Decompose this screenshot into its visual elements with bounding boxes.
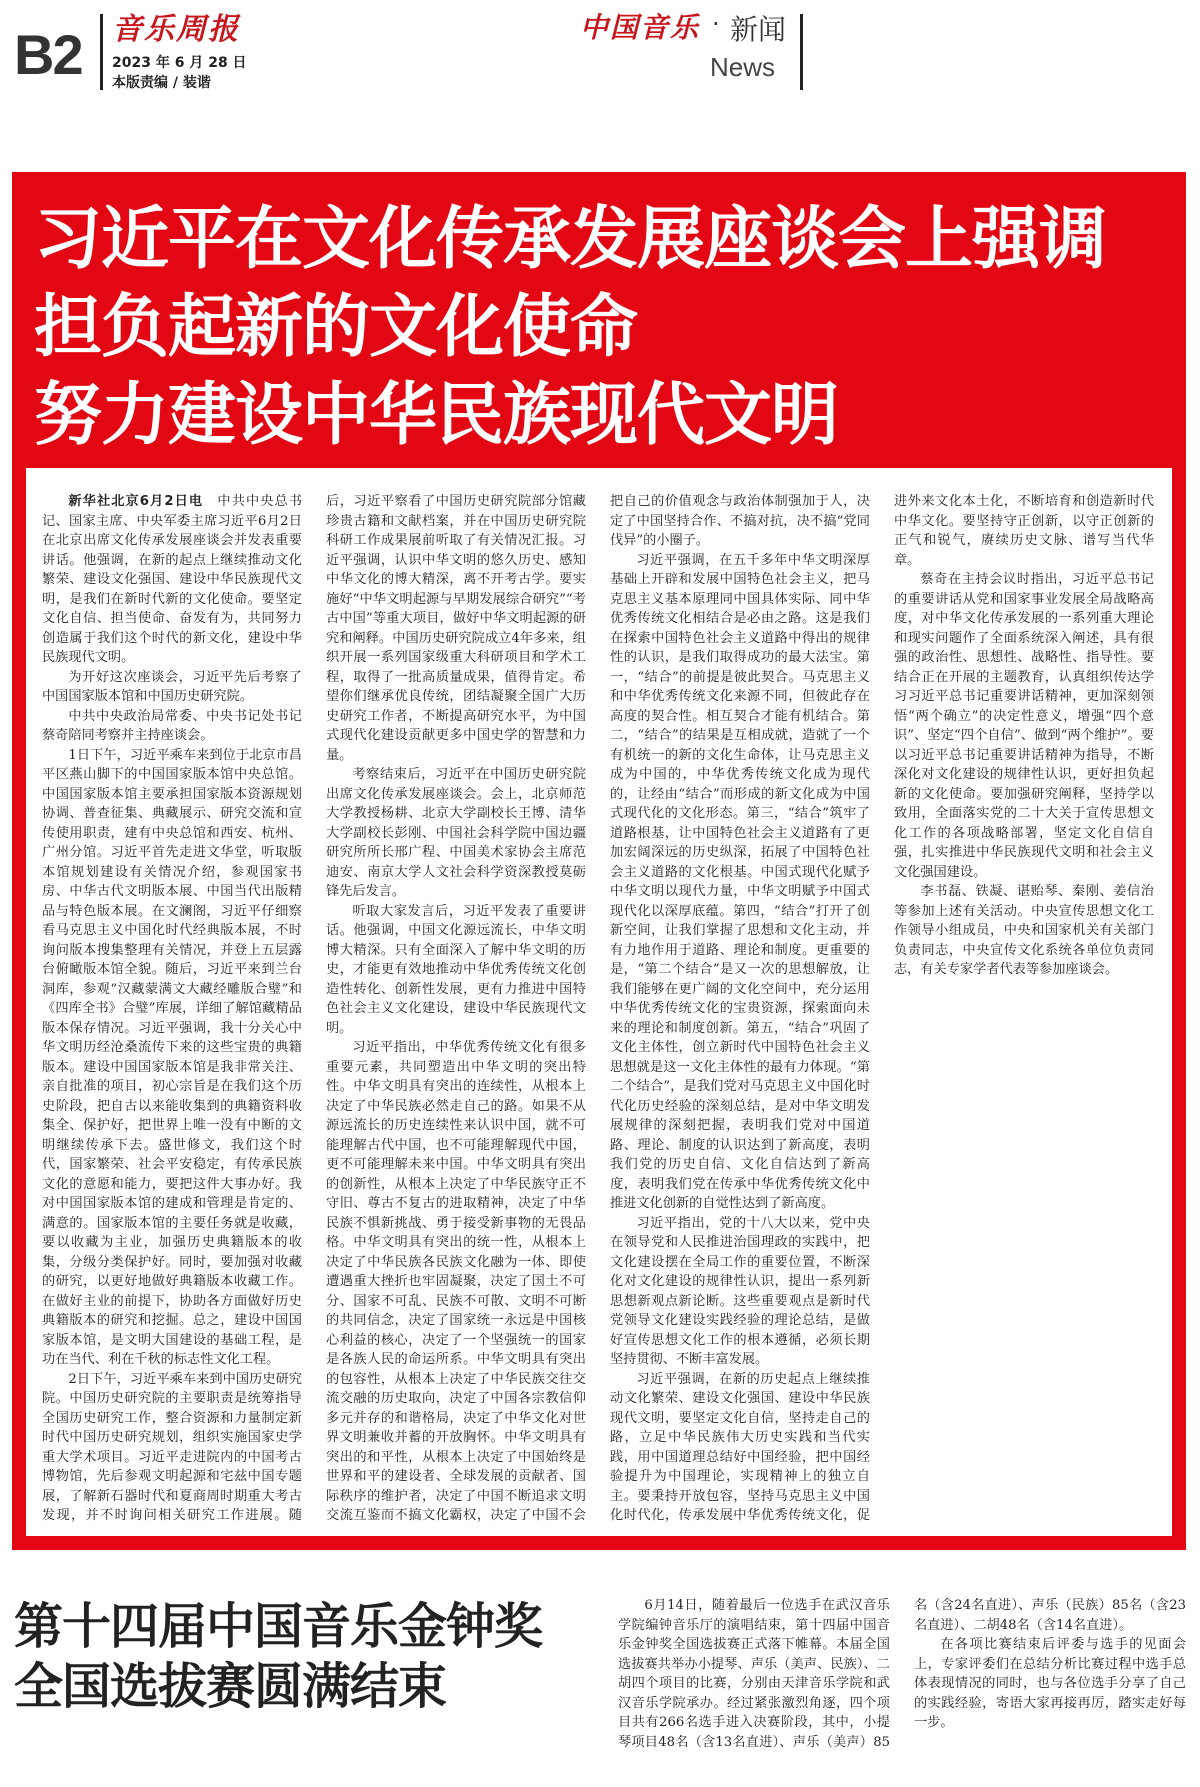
paragraph: 在各项比赛结束后评委与选手的见面会上，专家评委们在总结分析比赛过程中选手总体表现情况的同时，也与各位选手分享了自己的实践经验，寄语大家再接再厉，踏实走好每一步。 (914, 1637, 1186, 1730)
issue-date: 2023 年 6 月 28 日 (112, 55, 247, 71)
paragraph: 中共中央政治局常委、中央书记处书记蔡奇陪同考察并主持座谈会。 (42, 708, 302, 743)
paper-logo: 音乐周报 (112, 12, 240, 47)
dateline: 新华社北京6月2日电 (68, 494, 204, 509)
second-article-headline (14, 1596, 594, 1716)
editor-credit: 本版责编 / 装谐 (112, 75, 211, 91)
lead-article-text (42, 492, 1154, 1532)
paragraph: 习近平强调，在五千多年中华文明深厚基础上开辟和发展中国特色社会主义，把马克思主义基本原理同中国具体实际、同中华优秀传统文化相结合是必由之路。这是我们在探索中国特色社会主义道路中得出的规律性的认识，是我们取得成功的最大法宝。第一，“结合”的前提是彼此契合。马克思主义和中华优秀传统文化来源不同，但彼此存在高度的契合性。相互契合才能有机结合。第二，“结合”的结果是互相成就，造就了一个有机统一的新的文化生命体，让马克思主义成为中国的，中华优秀传统文化成为现代的，让经由“结合”而形成的新文化成为中国式现代化的文化形态。第三，“结合”筑牢了道路根基，让中国特色社会主义道路有了更加宏阔深远的历史纵深，拓展了中国特色社会主义道路的文化根基。中国式现代化赋予中华文明以现代力量，中华文明赋予中国式现代化以深厚底蕴。第四，“结合”打开了创新空间，让我们掌握了思想和文化主动，并有力地作用于道路、理论和制度。更重要的是，“第二个结合”是又一次的思想解放，让我们能够在更广阔的文化空间中，充分运用中华优秀传统文化的宝贵资源，探索面向未来的理论和制度创新。第五，“结合”巩固了文化主体性，创立新时代中国特色社会主义思想就是这一文化主体性的最有力体现。“第二个结合”，是我们党对马克思主义中国化时代化历史经验的深刻总结，是对中华文明发展规律的深刻把握，表明我们党对中国道路、理论、制度的认识达到了新高度，表明我们党的历史自信、文化自信达到了新高度，表明我们党在传承中华优秀传统文化中推进文化创新的自觉性达到了新高度。 (610, 552, 870, 1211)
headline-line: 第十四届中国音乐金钟奖 (14, 1597, 543, 1655)
headline-line: 习近平在文化传承发展座谈会上强调 (34, 200, 1107, 279)
paragraph: 2日下午，习近平乘车来到中国历史研究院。中国历史研究院的主要职责是统筹指导全国历史研究工作，整合资源和力量制定新时代中国历史研究规划，组织实施国家史学重大学术项目。习近平走进院内的中国考古博物馆，先后参观文明起源和宅兹中国专题展，了解新石器时代和夏商周时期重大考古发现，并不时询问相关研究工作进展。随后，习近平察看了中国历史研究院部分馆藏珍贵古籍和文献档案，并在中国历史研究院科研工作成果展前听取了有关情况汇报。习近平强调，认识中华文明的悠久历史、感知中华文化的博大精深，离不开考古学。要实施好“中华文明起源与早期发展综合研究”“考古中国”等重大项目，做好中华文明起源的研究和阐释。中国历史研究院成立4年多来，组织开展一系列国家级重大科研项目和学术工程，取得了一批高质量成果，值得肯定。希望你们继承优良传统，团结凝聚全国广大历史研究工作者，不断提高研究水平，为中国式现代化建设贡献更多中国史学的智慧和力量。 (42, 494, 586, 1523)
second-article-text (618, 1596, 1186, 1784)
paragraph: 考察结束后，习近平在中国历史研究院出席文化传承发展座谈会。会上，北京师范大学教授杨耕、北京大学副校长王博、清华大学副校长彭刚、中国社会科学院中国边疆研究所所长邢广程、中国美术家协会主席范迪安、南京大学人文社会科学资深教授莫砺锋先后发言。 (326, 767, 586, 899)
paragraph-text: 中共中央总书记、国家主席、中央军委主席习近平6月2日在北京出席文化传承发展座谈会并发表重要讲话。他强调，在新的起点上继续推动文化繁荣、建设文化强国、建设中华民族现代文明，是我们在新时代新的文化使命。要坚定文化自信、担当使命、奋发有为，共同努力创造属于我们这个时代的新文化，建设中华民族现代文明。 (42, 494, 302, 665)
paragraph: 蔡奇在主持会议时指出，习近平总书记的重要讲话从党和国家事业发展全局战略高度，对中华文化传承发展的一系列重大理论和现实问题作了全面系统深入阐述，具有很强的政治性、思想性、战略性、指导性。要结合正在开展的主题教育，认真组织传达学习习近平总书记重要讲话精神，更加深刻领悟“两个确立”的决定性意义，增强“四个意识”、坚定“四个自信”、做到“两个维护”。要以习近平总书记重要讲话精神为指导，不断深化对文化建设的规律性认识，更好担负起新的文化使命。要加强研究阐释，坚持学以致用，全面落实党的二十大关于宣传思想文化工作的各项战略部署，坚定文化自信自强，扎实推进中华民族现代文明和社会主义文化强国建设。 (894, 572, 1154, 880)
masthead (0, 0, 1200, 110)
headline-line: 努力建设中华民族现代文明 (34, 376, 839, 455)
section-title: 新闻 (730, 13, 787, 46)
headline-line: 担负起新的文化使命 (34, 288, 638, 367)
paragraph: 习近平强调，在新的历史起点上继续推动文化繁荣、建设文化强国、建设中华民族现代文明，要坚定文化自信，坚持走自己的路，立足中华民族伟大历史实践和当代实践，用中国道理总结好中国经验，把中国经验提升为中国理论，实现精神上的独立自主。要秉持开放包容，坚持马克思主义中国化时代化，传承发展中华优秀传统文化，促进外来文化本土化，不断培育和创造新时代中华文化。要坚持守正创新，以守正创新的正气和锐气，赓续历史文脉、谱写当代华章。 (610, 494, 1154, 1523)
paragraph: 为开好这次座谈会，习近平先后考察了中国国家版本馆和中国历史研究院。 (42, 669, 302, 704)
paragraph: 听取大家发言后，习近平发表了重要讲话。他强调，中国文化源远流长，中华文明博大精深。只有全面深入了解中华文明的历史，才能更有效地推动中华优秀传统文化创造性转化、创新性发展，更有力推进中国特色社会主义文化建设，建设中华民族现代文明。 (326, 903, 586, 1036)
paragraph: 6月14日，随着最后一位选手在武汉音乐学院编钟音乐厅的演唱结束，第十四届中国音乐金钟奖全国选拔赛正式落下帷幕。本届全国选拔赛共举办小提琴、声乐（美声、民族）、二胡四个项目的比赛，分别由天津音乐学院和武汉音乐学院承办。经过紧张激烈角逐，四个项目共有266名选手进入决赛阶段，其中，小提琴项目48名（含13名直进）、声乐（美声）85名（含24名直进）、声乐（民族）85名（含23名直进）、二胡48名（含14名直进）。 (618, 1598, 1186, 1750)
brand-logo: 中国音乐 (580, 11, 701, 44)
divider (800, 14, 803, 90)
divider (100, 14, 103, 90)
paragraph: 1日下午，习近平乘车来到位于北京市昌平区燕山脚下的中国国家版本馆中央总馆。中国国家版本馆主要承担国家版本资源规划协调、普查征集、典藏展示、研究交流和宣传使用职责，建有中央总馆和西安、杭州、广州分馆。习近平首先走进文华堂，听取版本馆规划建设有关情况介绍，参观国家书房、中华古代文明版本展、中国当代出版精品与特色版本展。在文澜阁，习近平仔细察看马克思主义中国化时代经典版本展，不时询问版本搜集整理有关情况，并登上五层露台俯瞰版本馆全貌。随后，习近平来到兰台洞库，参观“汉藏蒙满文大藏经雕版合璧”和《四库全书》合璧”库展，详细了解馆藏精品版本保存情况。习近平强调，我十分关心中华文明历经沧桑流传下来的这些宝贵的典籍版本。建设中国国家版本馆是我非常关注、亲自批准的项目，初心宗旨是在我们这个历史阶段，把自古以来能收集到的典籍资料收集全、保护好，把世界上唯一没有中断的文明继续传承下去。盛世修文，我们这个时代，国家繁荣、社会平安稳定，有传承民族文化的意愿和能力，要把这件大事办好。我对中国国家版本馆的建成和管理是肯定的、满意的。国家版本馆的主要任务就是收藏，要以收藏为主业，加强历史典籍版本的收集，分级分类保护好。同时，要加强对收藏的研究，以更好地做好典籍版本收藏工作。在做好主业的前提下，协助各方面做好历史典籍版本的研究和挖掘。总之，建设中国国家版本馆，是文明大国建设的基础工程，是功在当代、利在千秋的标志性文化工程。 (42, 747, 302, 1367)
paragraph: 习近平指出，党的十八大以来，党中央在领导党和人民推进治国理政的实践中，把文化建设摆在全局工作的重要位置，不断深化对文化建设的规律性认识，提出一系列新思想新观点新论断。这些重要观点是新时代党领导文化建设实践经验的理论总结，是做好宣传思想文化工作的根本遵循，必须长期坚持贯彻、不断丰富发展。 (610, 1215, 870, 1367)
paragraph: 习近平指出，中华优秀传统文化有很多重要元素，共同塑造出中华文明的突出特性。中华文明具有突出的连续性，从根本上决定了中华民族必然走自己的路。如果不从源远流长的历史连续性来认识中国，就不可能理解古代中国，也不可能理解现代中国，更不可能理解未来中国。中华文明具有突出的创新性，从根本上决定了中华民族守正不守旧、尊古不复古的进取精神，决定了中华民族不惧新挑战、勇于接受新事物的无畏品格。中华文明具有突出的统一性，从根本上决定了中华民族各民族文化融为一体、即使遭遇重大挫折也牢固凝聚，决定了国土不可分、国家不可乱、民族不可散、文明不可断的共同信念，决定了国家统一永远是中国核心利益的核心，决定了一个坚强统一的国家是各族人民的命运所系。中华文明具有突出的包容性，从根本上决定了中华民族交往交流交融的历史取向，决定了中国各宗教信仰多元并存的和谐格局，决定了中华文化对世界文明兼收并蓄的开放胸怀。中华文明具有突出的和平性，从根本上决定了中国始终是世界和平的建设者、全球发展的贡献者、国际秩序的维护者，决定了中国不断追求文明交流互鉴而不搞文化霸权，决定了中国不会把自己的价值观念与政治体制强加于人，决定了中国坚持合作、不搞对抗，决不搞“党同伐异”的小圈子。 (326, 494, 870, 1523)
headline-line: 全国选拔赛圆满结束 (14, 1657, 447, 1715)
separator-dot: · (712, 10, 720, 38)
section-title-en: News (710, 52, 776, 82)
paragraph (42, 492, 302, 668)
page-number: B2 (14, 23, 82, 86)
paragraph: 李书磊、铁凝、谌贻琴、秦刚、姜信治等参加上述有关活动。中央宣传思想文化工作领导小组成员，中央和国家机关有关部门负责同志，中央宣传文化系统各单位负责同志，有关专家学者代表等参加座谈会。 (894, 884, 1154, 977)
lead-headline (34, 196, 1174, 460)
